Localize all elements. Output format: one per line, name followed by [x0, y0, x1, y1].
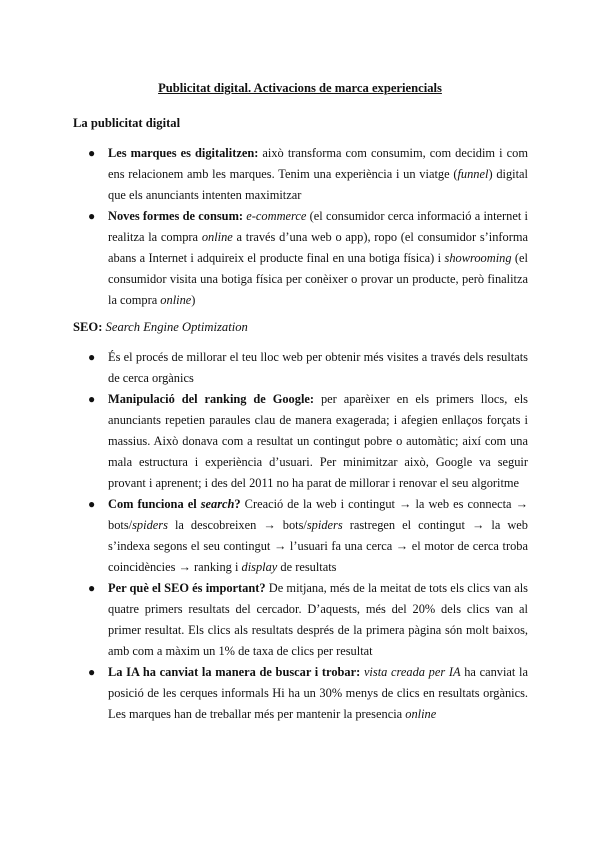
list-item — [0, 662, 600, 725]
item-text: ) digital que els anunciants intenten maximitzar — [108, 167, 528, 202]
list-item — [0, 347, 600, 389]
seo-list — [0, 347, 600, 725]
item-text: a través d’una web o app), ropo (el consumidor s’informa abans a Internet i adquireix el producte final en una botiga física) i — [108, 230, 529, 265]
item-italic-term: e-commerce — [246, 209, 307, 223]
item-text: de resultats — [277, 560, 337, 574]
section-heading-digital-advertising — [73, 113, 180, 134]
item-bold-label: Noves formes de consum: — [108, 209, 244, 223]
bullet-icon: ● — [88, 209, 96, 223]
item-italic-term: online — [201, 230, 233, 244]
bullet-icon: ● — [88, 146, 96, 160]
list-item — [0, 578, 600, 662]
item-bold-label: La IA ha canviat la manera de buscar i trobar: — [108, 665, 361, 679]
bullet-icon: ● — [88, 392, 96, 406]
item-bold-label: Per què el SEO és important? — [108, 581, 266, 595]
item-text: ha canviat la posició de les cerques informals Hi ha un 30% menys de clics en resultats orgànics. Les marques han de treballar més per mantenir la presencia — [108, 665, 528, 721]
item-text: De mitjana, més de la meitat de tots els clics van als quatre primers resultats del cercador. D’aquests, més del 20% dels clics van al primer resultat. Els clics als resultats després de la primera pàgina són molt baixos, amb com a màxim un 1% de taxa de clics per resultat — [108, 581, 528, 658]
section-heading-seo — [73, 317, 248, 338]
digital-advertising-list — [0, 143, 600, 311]
list-item — [0, 494, 600, 578]
item-bold-label: Com funciona el — [108, 497, 201, 511]
item-bold-label: ? — [234, 497, 241, 511]
item-text: per aparèixer en els primers llocs, els anunciants repetien paraules clau de manera exagerada; i afegien enllaços forçats i massius. Això donava com a resultat un contingut pobre o automàtic; així com una mala estructura i experiència d’usuari. Per minimitzar això, Google va seguir provant i aprenent; i des del 2011 no ha parat de millorar i renovar el seu algoritme — [108, 392, 528, 490]
item-italic-term: online — [405, 707, 437, 721]
item-text: (el consumidor visita una botiga física per conèixer o provar un producte, però finalitza la compra — [108, 251, 528, 307]
item-italic-term: spiders — [132, 518, 168, 532]
item-text: Creació de la web i contingut → la web es connecta → bots/ — [108, 497, 528, 532]
heading-rest: Search Engine Optimization — [102, 320, 248, 334]
document-title: Publicitat digital. Activacions de marca experiencials — [158, 81, 442, 95]
item-text: la descobreixen → bots/ — [167, 518, 307, 532]
bullet-icon: ● — [88, 350, 96, 364]
item-bold-label: Manipulació del ranking de Google: — [108, 392, 315, 406]
item-text: rastregen el contingut → la web s’indexa segons el seu contingut → l’usuari fa una cerca → el motor de cerca troba coincidències → ranking i — [108, 518, 529, 574]
item-italic-term: online — [160, 293, 192, 307]
bullet-icon: ● — [88, 581, 96, 595]
item-italic-term: spiders — [306, 518, 343, 532]
item-text: (el consumidor cerca informació a internet i realitza la compra — [108, 209, 528, 244]
item-italic-term: funnel — [457, 167, 489, 181]
item-bold-italic-term: search — [200, 497, 235, 511]
list-item — [0, 206, 600, 311]
item-italic-term: display — [241, 560, 278, 574]
bullet-icon: ● — [88, 497, 96, 511]
item-text: ) — [191, 293, 196, 307]
heading-bold: La publicitat digital — [73, 116, 181, 130]
item-text: És el procés de millorar el teu lloc web per obtenir més visites a través dels resultats de cerca orgànics — [108, 350, 528, 385]
list-item — [0, 143, 600, 206]
item-text: això transforma com consumim, com decidim i com ens relacionem amb les marques. Tenim una experiència i un viatge ( — [108, 146, 528, 181]
item-italic-term: vista creada per IA — [363, 665, 461, 679]
heading-bold: SEO: — [73, 320, 103, 334]
list-item — [0, 389, 600, 494]
item-italic-term: showrooming — [444, 251, 512, 265]
bullet-icon: ● — [88, 665, 96, 679]
item-bold-label: Les marques es digitalitzen: — [108, 146, 259, 160]
